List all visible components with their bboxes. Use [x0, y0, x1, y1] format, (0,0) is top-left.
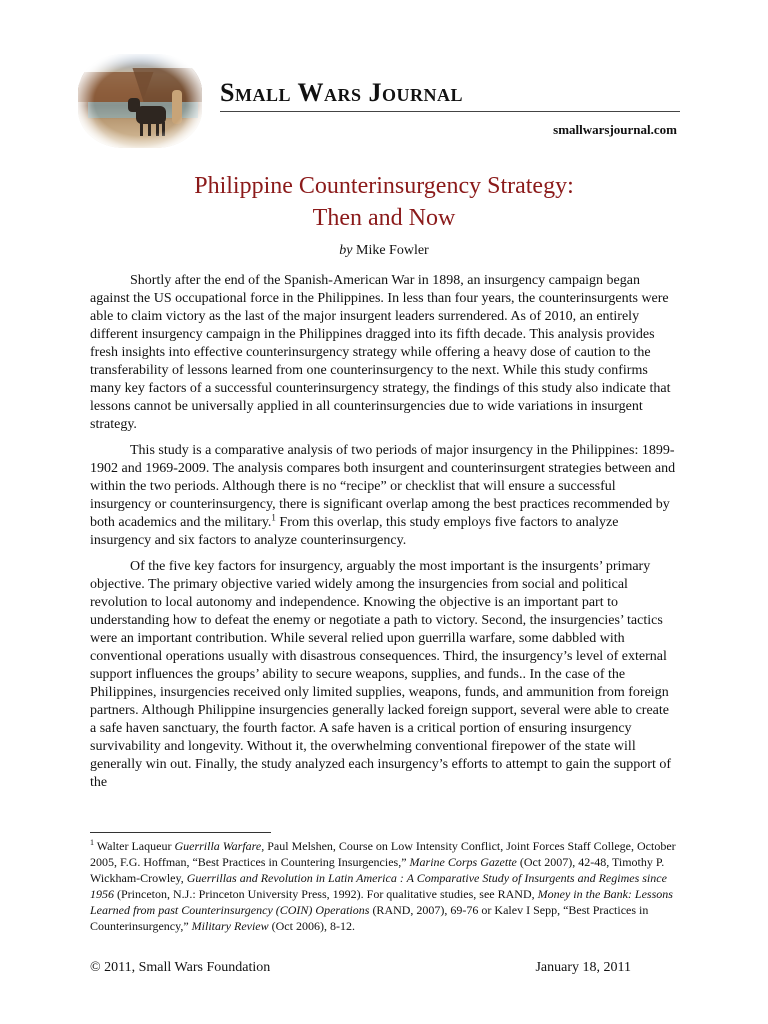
site-url-link[interactable]: smallwarsjournal.com: [553, 122, 677, 137]
journal-logo-photo: [78, 54, 202, 148]
byline-by: by: [339, 243, 353, 258]
footnote-title: Money in the Bank: Lessons Learned from past Counterinsurgency (COIN) Operations: [90, 887, 673, 917]
author-name: Mike Fowler: [356, 243, 429, 258]
header-divider: [220, 111, 680, 112]
footer-copyright: © 2011, Small Wars Foundation: [90, 960, 271, 975]
article-body: [90, 272, 678, 800]
paragraph-2: [90, 442, 678, 550]
article-title-line-1: Philippine Counterinsurgency Strategy:: [194, 173, 574, 199]
footnote-title: Guerrilla Warfare,: [174, 839, 265, 853]
journal-title: Small Wars Journal: [220, 78, 464, 107]
footnote-text: (Oct 2006), 8-12.: [268, 919, 355, 933]
footnote-title: Military Review: [191, 919, 269, 933]
footer-date: January 18, 2011: [535, 960, 631, 975]
footnote-text: (RAND, 2007), 69-76 or Kalev I Sepp, “Best Practices in Counterinsurgency,”: [90, 903, 649, 933]
footnote-title: Guerrillas and Revolution in Latin America : A Comparative Study of Insurgents and Regimes since 1956: [90, 871, 667, 901]
footnote-1: [90, 838, 678, 934]
footnote-text: Walter Laqueur: [94, 839, 175, 853]
paragraph-2-text-b: From this overlap, this study employs five factors to analyze insurgency and six factors to analyze counterinsurgency.: [90, 515, 619, 548]
byline: [0, 243, 768, 259]
article-title-line-2: Then and Now: [312, 205, 456, 231]
footnote-divider: [90, 832, 271, 833]
footnote-ref-1[interactable]: 1: [271, 512, 276, 523]
footnote-mark: 1: [90, 838, 94, 847]
footnote-title: Marine Corps Gazette: [409, 855, 517, 869]
paragraph-3: Of the five key factors for insurgency, arguably the most important is the insurgents’ primary objective. The primary objective varied widely among the insurgencies from social and political revolution to local autonomy and independence. Knowing the objective is an important part to understanding how to defeat the enemy or negotiate a path to victory. Second, the insurgencies’ tactics were an important contribution. While several relied upon guerrilla warfare, some dabbled with conventional operations usually with disastrous consequences. Third, the insurgency’s level of external support influences the groups’ ability to secure weapons, supplies, and funds.. In the case of the Philippines, insurgencies received only limited supplies, weapons, funds, and ammunition from foreign partners. Although Philippine insurgencies generally lacked foreign support, several were able to create a safe haven sanctuary, the fourth factor. A safe haven is a critical portion of ensuring insurgency survivability and longevity. Without it, the overwhelming conventional firepower of the state will generally win out. Finally, the study analyzed each insurgency’s efforts to attempt to gain the support of the: [90, 559, 671, 790]
paragraph-2-text-a: This study is a comparative analysis of two periods of major insurgency in the Philippines: 1899-1902 and 1969-2009. The analysis compares both insurgent and counterinsurgent strategies between and within the two periods. Although there is no “recipe” or checklist that will ensure a successful insurgency or counterinsurgency, there is significant overlap among the best practices recommended by both academics and the military.: [90, 443, 676, 530]
footnote-text: (Oct 2007), 42-48, Timothy P. Wickham-Crowley,: [90, 855, 665, 885]
footnote-text: Paul Melshen, Course on Low Intensity Conflict, Joint Forces Staff College, October 2005, F.G. Hoffman, “Best Practices in Countering Insurgencies,”: [90, 839, 676, 869]
paragraph-1: Shortly after the end of the Spanish-American War in 1898, an insurgency campaign began against the US occupational force in the Philippines. In less than four years, the counterinsurgents were able to claim victory as the last of the major insurgent leaders surrendered. As of 2010, an entirely different insurgency campaign in the Philippines dragged into its fifth decade. This analysis provides fresh insights into effective counterinsurgency strategy while offering a heavy dose of caution to the transferability of lessons learned from one counterinsurgency to the next. While this study confirms many key factors of a successful counterinsurgency strategy, the findings of this study also indicate that lessons cannot be universally applied in all counterinsurgencies due to wide variations in insurgent strategy.: [90, 273, 671, 432]
footnote-text: (Princeton, N.J.: Princeton University Press, 1992). For qualitative studies, see RAND,: [114, 887, 538, 901]
